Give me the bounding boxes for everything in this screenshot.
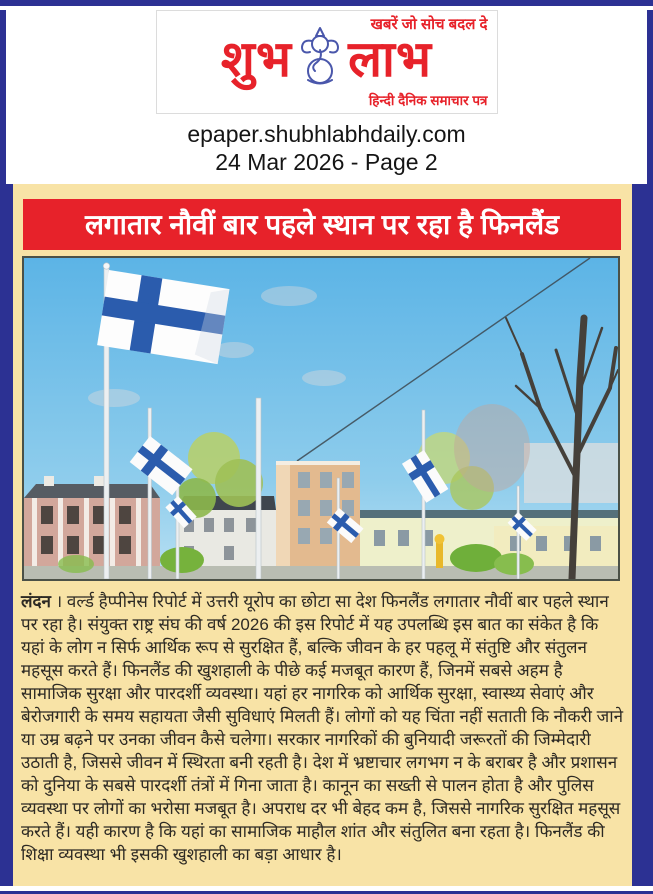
article-body-text: । वर्ल्ड हैप्पीनेस रिपोर्ट में उत्तरी यूरोप का छोटा सा देश फिनलैंड लगातार नौवीं बार पहले स्थान पर रहा है। संयुक्त राष्ट्र संघ की वर्ष 2026 की इस रिपोर्ट में यह उपलब्धि इस बात का संकेत है कि यहां के लोग न सिर्फ आर्थिक रूप से सुरक्षित हैं, बल्कि जीवन के हर पहलू में संतुष्टि और संतुलन महसूस करते हैं। फिनलैंड की खुशहाली के पीछे कई मजबूत कारण हैं, जिनमें सबसे अहम है सामाजिक सुरक्षा और पारदर्शी व्यवस्था। यहां हर नागरिक को आर्थिक सुरक्षा, स्वास्थ्य सेवाएं और बेरोजगारी के समय सहायता जैसी सुविधाएं मिलती हैं। लोगों को यह चिंता नहीं सताती कि नौकरी जाने या उम्र बढ़ने पर उनका जीवन कैसे चलेगा। सरकार नागरिकों की बुनियादी जरूरतों की जिम्मेदारी उठाती है, जिससे जीवन में स्थिरता बनी रहती है। देश में भ्रष्टाचार लगभग न के बराबर है और प्रशासन को दुनिया के सबसे पारदर्शी तंत्रों में गिना जाता है। कानून का सख्ती से पालन होता है और पुलिस व्यवस्था पर लोगों का भरोसा मजबूत है। अपराध दर भी बेहद कम है, जिससे नागरिक सुरक्षित महसूस करते हैं। यही कारण है कि यहां का सामाजिक माहौल शांत और संतुलित बना रहता है। फिनलैंड की शिक्षा व्यवस्था भी इसकी खुशहाली का बड़ा आधार है। — [21, 592, 624, 864]
article-headline: लगातार नौवीं बार पहले स्थान पर रहा है फिनलैंड — [23, 199, 621, 250]
masthead — [0, 10, 653, 184]
photo-yellow-post — [435, 534, 445, 568]
website-url: epaper.shubhlabhdaily.com — [187, 121, 466, 147]
masthead-title — [157, 25, 497, 92]
article-body — [21, 590, 625, 866]
article-dateline: लंदन — [21, 592, 56, 611]
masthead-title-word1: शुभ — [220, 30, 293, 87]
date-page-line: 24 Mar 2026 - Page 2 — [215, 149, 438, 175]
left-border-bar — [0, 184, 13, 886]
article-area — [13, 184, 632, 886]
newspaper-logo — [156, 10, 498, 114]
masthead-title-word2: लाभ — [348, 30, 433, 87]
masthead-tagline-bottom: हिन्दी दैनिक समाचार पत्र — [368, 93, 488, 108]
article-photo — [22, 256, 620, 581]
content-band — [0, 184, 653, 886]
right-border-bar — [632, 184, 653, 886]
ganesha-icon — [297, 25, 343, 92]
top-border-bar — [0, 0, 653, 6]
masthead-tagline-top: खबरें जो सोच बदल दे — [370, 16, 488, 33]
